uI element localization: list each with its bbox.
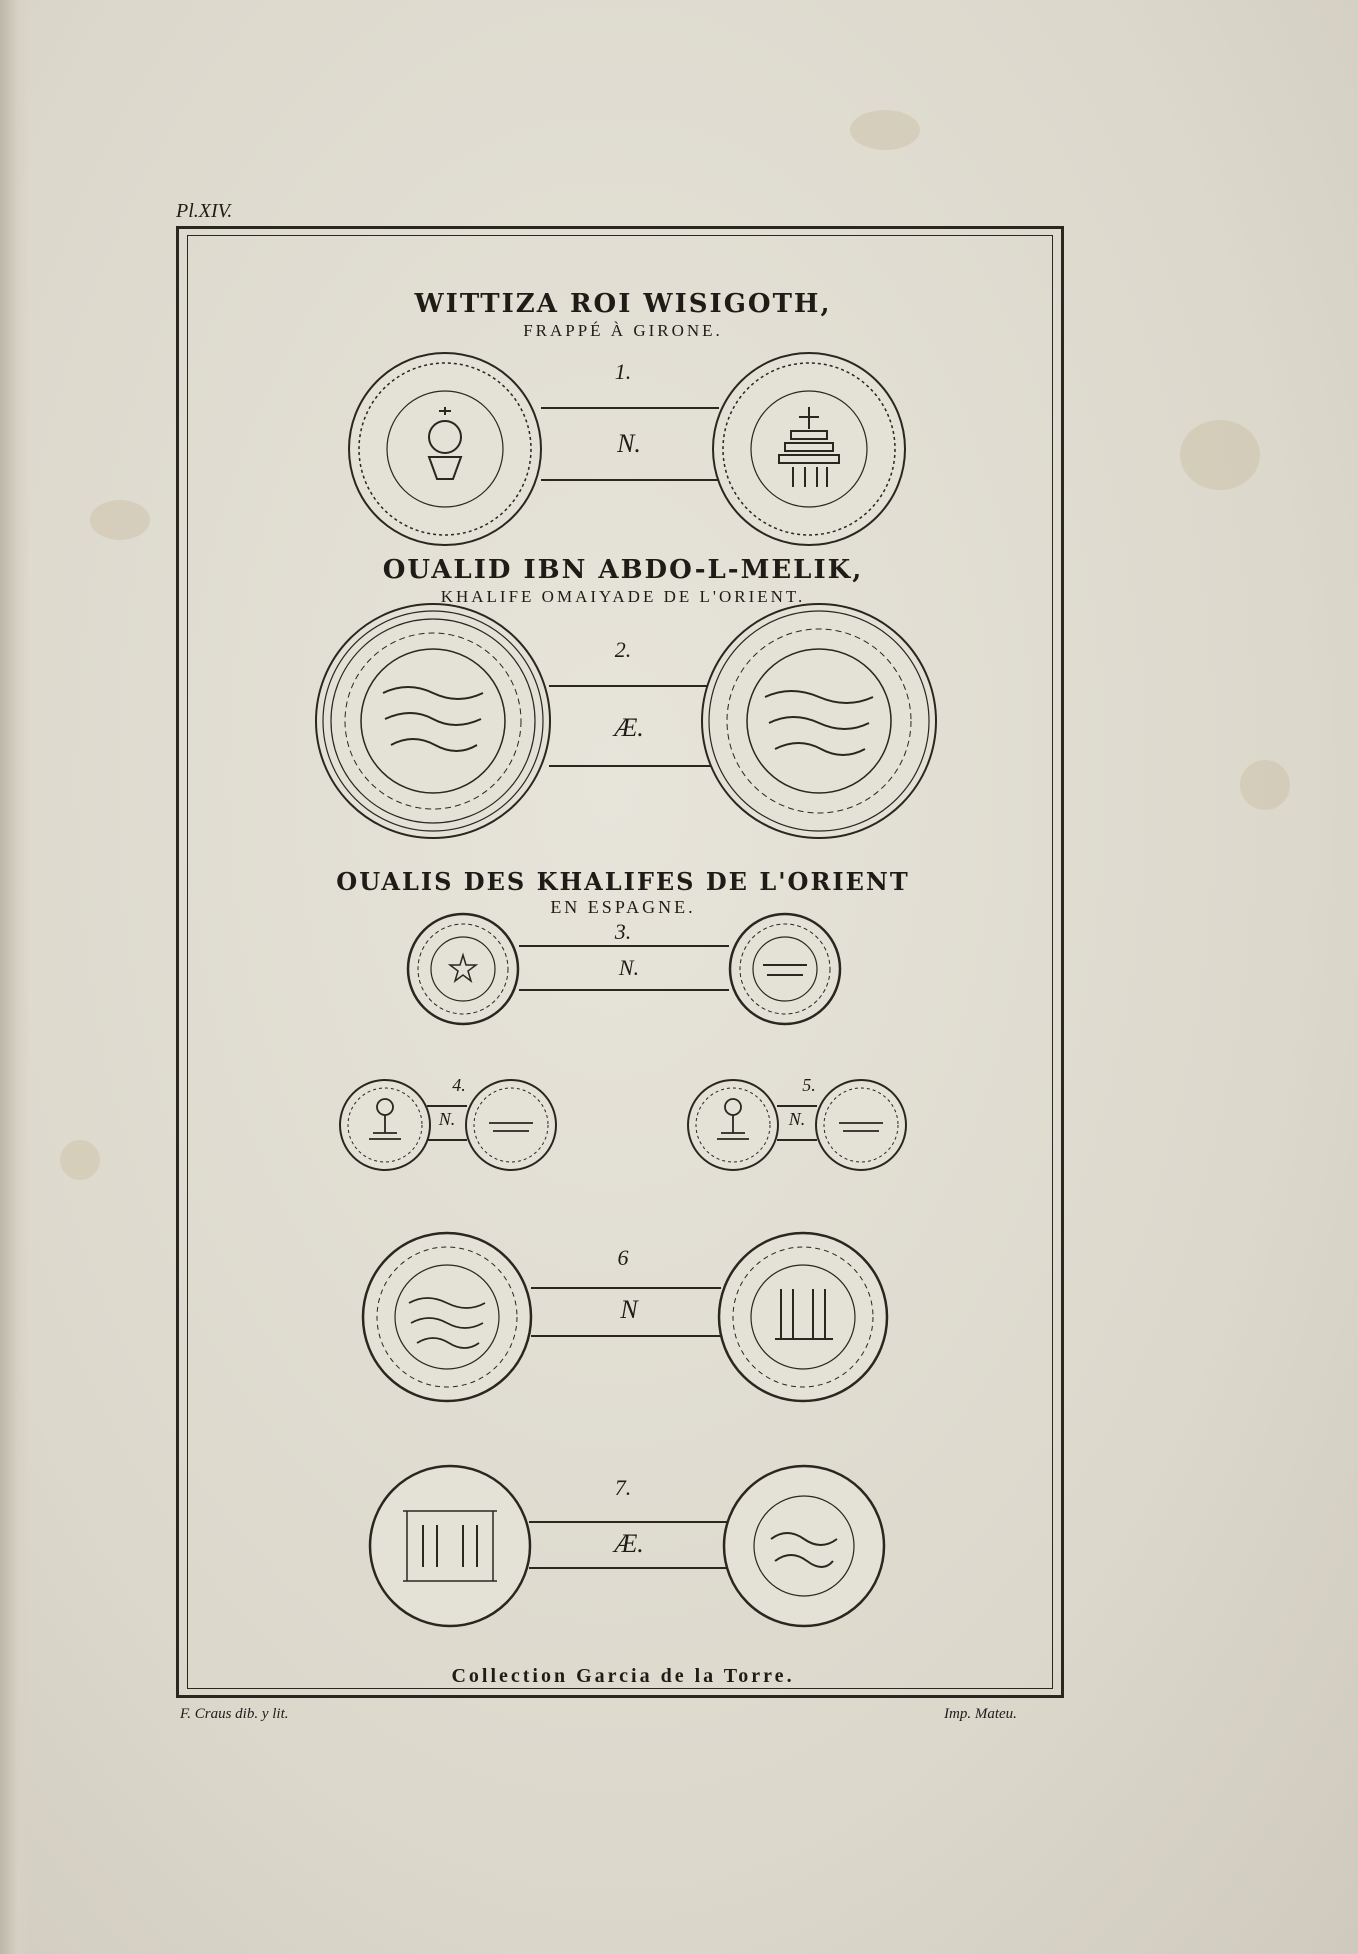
coin-band-bottom-1	[541, 479, 719, 481]
coin-5-reverse	[813, 1077, 909, 1173]
heading-oualis: OUALIS DES KHALIFES DE L'ORIENT	[336, 867, 910, 896]
coin-metal-3: N.	[618, 955, 640, 980]
coin-number-6: 6	[617, 1245, 629, 1270]
coin-number-3: 3.	[614, 919, 632, 944]
coin-band-top-5	[777, 1105, 817, 1107]
coin-4-reverse	[463, 1077, 559, 1173]
coin-band-top-7	[529, 1521, 729, 1523]
coin-7-obverse	[367, 1463, 533, 1629]
coin-band-top-2	[549, 685, 717, 687]
plate-frame	[176, 226, 1064, 1698]
plate-number: Pl.XIV.	[176, 200, 233, 222]
coin-band-bottom-7	[529, 1567, 729, 1569]
coin-2-reverse	[699, 601, 939, 841]
coin-number-5: 5.	[802, 1075, 816, 1095]
coin-band-bottom-5	[777, 1139, 817, 1141]
coin-metal-2: Æ.	[614, 713, 644, 742]
coin-5-obverse	[685, 1077, 781, 1173]
coin-2-obverse	[313, 601, 553, 841]
coin-number-1: 1.	[614, 359, 632, 384]
coin-band-bottom-3	[519, 989, 729, 991]
page-binding-edge	[0, 0, 30, 1954]
coin-metal-6: N	[620, 1295, 638, 1324]
heading-wittiza: WITTIZA ROI WISIGOTH,	[414, 289, 832, 319]
coin-metal-7: Æ.	[614, 1529, 644, 1558]
subheading-girone: FRAPPÉ À GIRONE.	[523, 321, 723, 340]
foxing-spot	[60, 1140, 100, 1180]
coin-band-bottom-2	[549, 765, 717, 767]
subheading-espagne: EN ESPAGNE.	[550, 897, 696, 917]
foxing-spot	[1240, 760, 1290, 810]
coin-number-4: 4.	[452, 1075, 466, 1095]
foxing-spot	[850, 110, 920, 150]
subheading-khalife: KHALIFE OMAIYADE DE L'ORIENT.	[440, 587, 806, 606]
coin-band-bottom-6	[531, 1335, 721, 1337]
coin-1-reverse	[709, 349, 909, 549]
coin-number-2: 2.	[614, 637, 632, 662]
coin-metal-4: N.	[438, 1109, 456, 1129]
coin-6-obverse	[359, 1229, 535, 1405]
foxing-spot	[1180, 420, 1260, 490]
coin-7-reverse	[721, 1463, 887, 1629]
coin-number-7: 7.	[614, 1475, 632, 1500]
coin-metal-5: N.	[788, 1109, 806, 1129]
coin-band-top-4	[427, 1105, 467, 1107]
coin-3-reverse	[727, 911, 843, 1027]
coin-4-obverse	[337, 1077, 433, 1173]
collection-credit: Collection Garcia de la Torre.	[451, 1665, 795, 1687]
coin-1-obverse	[345, 349, 545, 549]
coin-band-bottom-4	[427, 1139, 467, 1141]
coin-metal-1: N.	[617, 429, 641, 458]
coin-3-obverse	[405, 911, 521, 1027]
coin-band-top-1	[541, 407, 719, 409]
credit-printer: Imp. Mateu.	[944, 1706, 1017, 1722]
coin-band-top-3	[519, 945, 729, 947]
coin-6-reverse	[715, 1229, 891, 1405]
foxing-spot	[90, 500, 150, 540]
heading-oualid: OUALID IBN ABDO-L-MELIK,	[382, 555, 864, 585]
credit-draughtsman: F. Craus dib. y lit.	[180, 1706, 289, 1722]
coin-band-top-6	[531, 1287, 721, 1289]
